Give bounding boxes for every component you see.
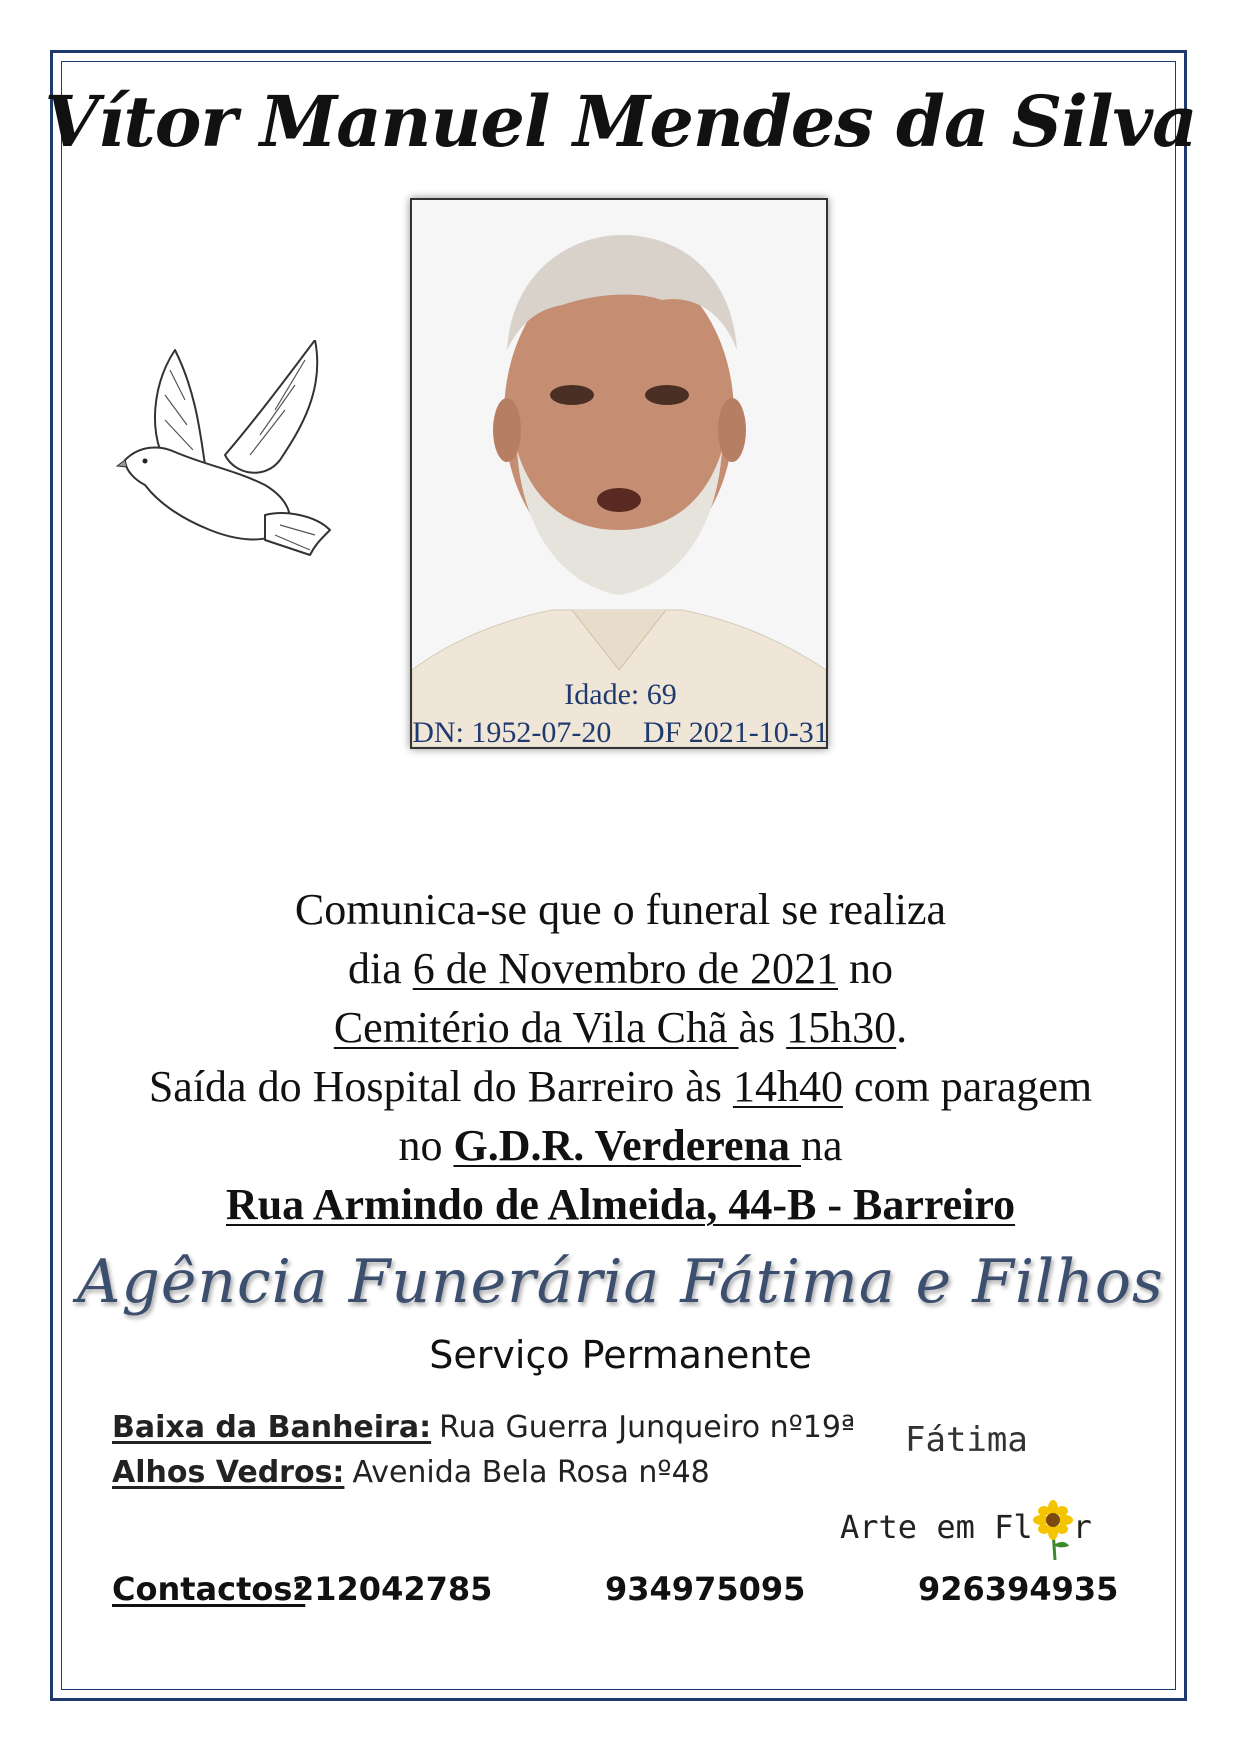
brand-logo-line1: Fátima	[905, 1420, 1028, 1460]
contacts-label: Contactos:	[112, 1570, 306, 1608]
location-alhos: Alhos Vedros: Avenida Bela Rosa nº48	[112, 1455, 710, 1490]
death-date: DF 2021-10-31	[642, 716, 829, 749]
notice-line-5: no G.D.R. Verderena na	[398, 1121, 843, 1170]
location-baixa: Baixa da Banheira: Rua Guerra Junqueiro nº19ª	[112, 1410, 856, 1445]
stop-address: Rua Armindo de Almeida, 44-B - Barreiro	[225, 1180, 1016, 1229]
notice-line-6	[0, 1175, 1241, 1234]
notice-line-4: Saída do Hospital do Barreiro às 14h40 com paragem	[148, 1062, 1093, 1111]
notice-line-1: Comunica-se que o funeral se realiza	[294, 885, 947, 934]
phone-1[interactable]: 212042785	[292, 1570, 493, 1608]
notice-line-2: dia 6 de Novembro de 2021 no	[347, 944, 893, 993]
service-line: Serviço Permanente	[429, 1333, 812, 1377]
birth-date: DN: 1952-07-20	[412, 716, 612, 749]
funeral-notice	[0, 880, 1241, 1234]
phone-3[interactable]: 926394935	[918, 1570, 1119, 1608]
cemetery: Cemitério da Vila Chã	[333, 1003, 739, 1052]
brand-logo-line2: Arte em Fl r	[840, 1500, 1092, 1562]
agency-name: Agência Funerária Fátima e Filhos	[77, 1247, 1164, 1317]
portrait-photo	[410, 198, 828, 749]
notice-line-3: Cemitério da Vila Chã às 15h30.	[333, 1003, 908, 1052]
deceased-name: Vítor Manuel Mendes da Silva	[44, 80, 1197, 163]
age-line: Idade: 69	[564, 678, 677, 711]
funeral-date: 6 de Novembro de 2021	[412, 944, 838, 993]
funeral-time: 15h30	[786, 1003, 897, 1052]
stop-place: G.D.R. Verderena	[453, 1121, 801, 1170]
dove-icon	[115, 340, 345, 585]
phone-2[interactable]: 934975095	[605, 1570, 806, 1608]
departure-time: 14h40	[732, 1062, 843, 1111]
dates-line	[0, 716, 1241, 750]
sunflower-icon	[1033, 1500, 1073, 1562]
